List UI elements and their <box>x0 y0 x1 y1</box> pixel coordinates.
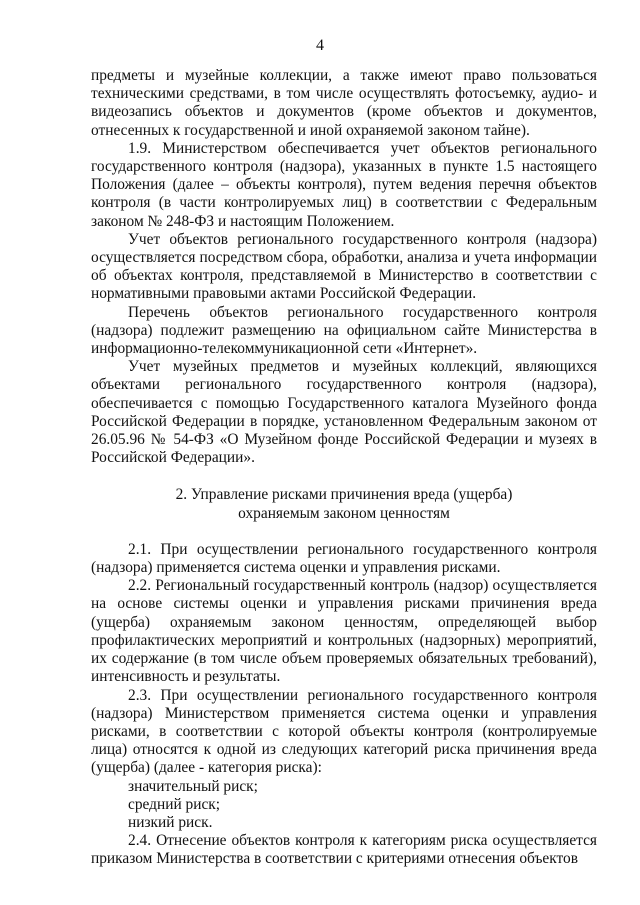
paragraph-2-3: 2.3. При осуществлении регионального государственного контроля (надзора) Министерством применяется система оценки и управления рисками, в соответствии с которой объекты контроля (контролируемые лица) относятся к одной из следующих категорий риска причинения вреда (ущерба) (далее - категория риска): <box>91 686 597 777</box>
paragraph-museum-items: Учет музейных предметов и музейных коллекций, являющихся объектами регионального государственного контроля (надзора), обеспечивается с помощью Государственного каталога Музейного фонда Российской Федерации в порядке, установленном Федеральным законом от 26.05.96 № 54-ФЗ «О Музейном фонде Российской Федерации и музеях в Российской Федерации». <box>91 358 597 467</box>
paragraph-accounting: Учет объектов регионального государственного контроля (надзора) осуществляется посредством сбора, обработки, анализа и учета информации об объектах контроля, представляемой в Министерство в соответствии с нормативными правовыми актами Российской Федерации. <box>91 230 597 303</box>
document-body <box>91 67 597 869</box>
paragraph-2-2: 2.2. Региональный государственный контроль (надзор) осуществляется на основе системы оценки и управления рисками причинения вреда (ущерба) охраняемым законом ценностям, определяющей выбор профилактических мероприятий и контрольных (надзорных) мероприятий, их содержание (в том числе объем проверяемых обязательных требований), интенсивность и результаты. <box>91 577 597 686</box>
section-heading-line-1: 2. Управление рисками причинения вреда (ущерба) <box>175 486 513 504</box>
paragraph-continuation: предметы и музейные коллекции, а также имеют право пользоваться техническими средствами, в том числе осуществлять фотосъемку, аудио- и видеозапись объектов и документов (кроме объектов и документов, отнесенных к государственной и иной охраняемой законом тайне). <box>91 67 597 139</box>
paragraph-2-1: 2.1. При осуществлении регионального государственного контроля (надзора) применяется система оценки и управления рисками. <box>91 540 597 577</box>
paragraph-1-9: 1.9. Министерством обеспечивается учет объектов регионального государственного контроля (надзора), указанных в пункте 1.5 настоящего Положения (далее – объекты контроля), путем ведения перечня объектов контроля (в части контролируемых лиц) в соответствии с Федеральным законом № 248-ФЗ и настоящим Положением. <box>91 139 597 230</box>
paragraph-list-publication: Перечень объектов регионального государственного контроля (надзора) подлежит размещению на официальном сайте Министерства в информационно-телекоммуникационной сети «Интернет». <box>91 303 597 358</box>
paragraph-2-4: 2.4. Отнесение объектов контроля к категориям риска осуществляется приказом Министерства в соответствии с критериями отнесения объектов <box>91 832 597 868</box>
risk-category-item: значительный риск; <box>128 777 258 795</box>
section-heading-line-2: охраняемым законом ценностям <box>238 504 450 522</box>
risk-category-list <box>91 778 597 833</box>
section-heading <box>91 486 597 522</box>
page-number: 4 <box>316 37 324 54</box>
risk-category-item: низкий риск. <box>128 813 213 831</box>
risk-category-item: средний риск; <box>128 795 221 813</box>
